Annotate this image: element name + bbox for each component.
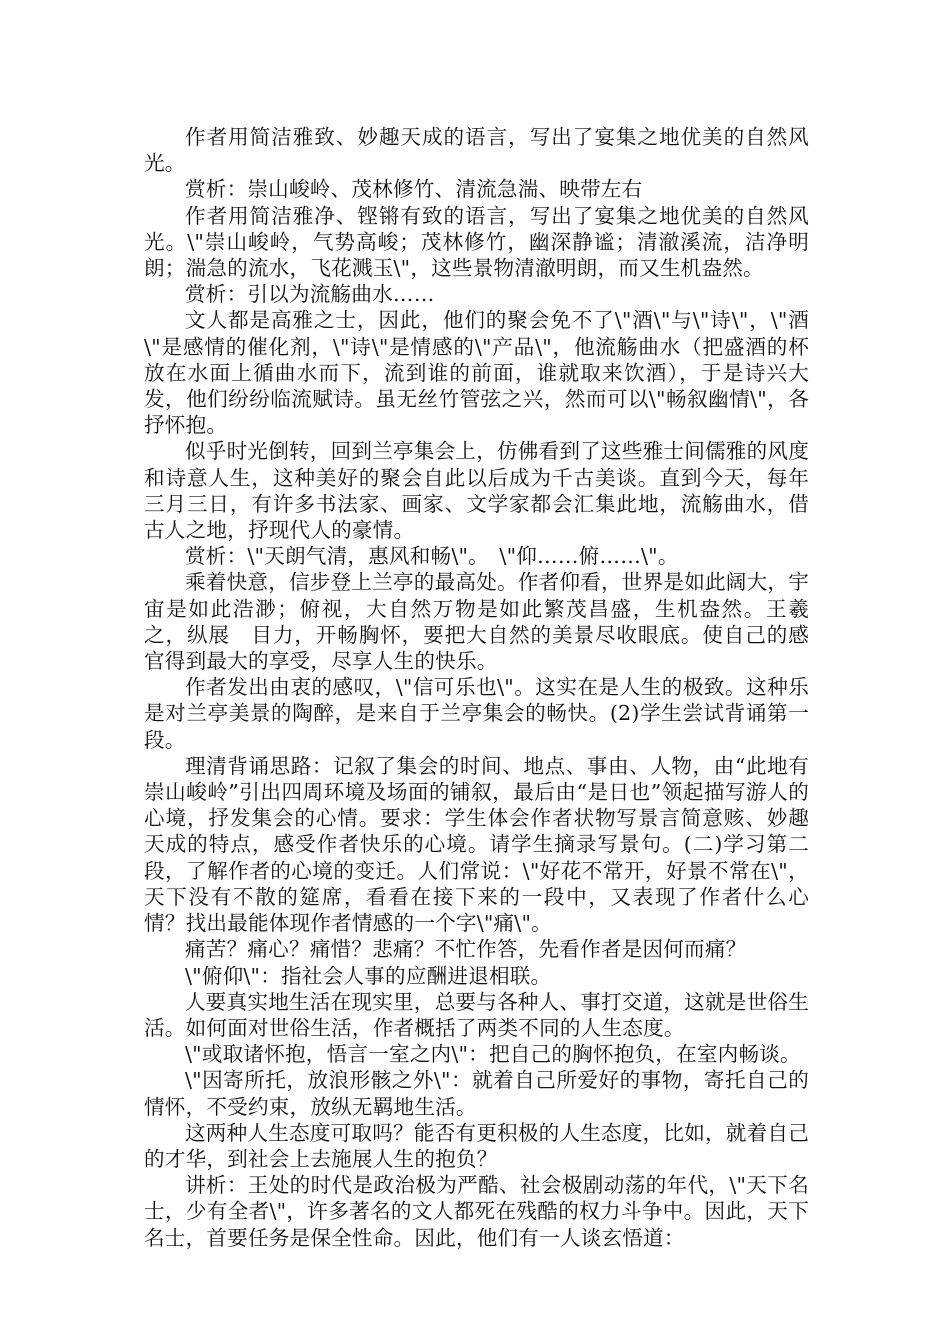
paragraph: 似乎时光倒转，回到兰亭集会上，仿佛看到了这些雅士间儒雅的风度和诗意人生，这种美好的聚会自此以后成为千古美谈。直到今天，每年三月三日，有许多书法家、画家、文学家都会汇集此地，流觞曲水，借古人之地，抒现代人的豪情。 [144,439,809,543]
paragraph: 赏析：引以为流觞曲水…… [185,282,435,307]
paragraph: 讲析：王处的时代是政治极为严酷、社会极剧动荡的年代，\"天下名士，少有全者\"，许多著名的文人都死在残酷的权力斗争中。因此，天下名士，首要任务是保全性命。因此，他们有一人谈玄悟道： [144,1173,809,1250]
paragraph: \"俯仰\"：指社会人事的应酬进退相联。 [185,963,552,988]
paragraph: 作者用简洁雅致、妙趣天成的语言，写出了宴集之地优美的自然风光。 [144,125,809,176]
paragraph: 痛苦？痛心？痛惜？悲痛？不忙作答，先看作者是因何而痛？ [185,937,747,962]
paragraph: 人要真实地生活在现实里，总要与各种人、事打交道，这就是世俗生活。如何面对世俗生活，作者概括了两类不同的人生态度。 [144,989,809,1040]
paragraph: 作者发出由衷的感叹，\"信可乐也\"。这实在是人生的极致。这种乐是对兰亭美景的陶醉，是来自于兰亭集会的畅快。(2)学生尝试背诵第一段。 [144,675,809,752]
paragraph: \"因寄所托，放浪形骸之外\"：就着自己所爱好的事物，寄托自己的情怀，不受约束，放纵无羁地生活。 [144,1068,809,1119]
document-body [144,124,809,1251]
paragraph: \"或取诸怀抱，悟言一室之内\"：把自己的胸怀抱负，在室内畅谈。 [185,1042,801,1067]
paragraph: 乘着快意，信步登上兰亭的最高处。作者仰看，世界是如此阔大，宇宙是如此浩渺；俯视，大自然万物是如此繁茂昌盛，生机盎然。王羲之，纵展 目力，开畅胸怀，要把大自然的美景尽收眼底。使自己的感官得到最大的享受，尽享人生的快乐。 [144,570,809,674]
paragraph: 赏析：崇山峻岭、茂林修竹、清流急湍、映带左右 [185,177,643,202]
paragraph: 作者用简洁雅净、铿锵有致的语言，写出了宴集之地优美的自然风光。\"崇山峻岭，气势高峻；茂林修竹，幽深静谧；清澈溪流，洁净明朗；湍急的流水，飞花溅玉\"，这些景物清澈明朗，而又生机盎然。 [144,203,809,281]
paragraph: 赏析：\"天朗气清，惠风和畅\"。 \"仰……俯……\"。 [185,544,679,569]
paragraph: 文人都是高雅之士，因此，他们的聚会免不了\"酒\"与\"诗\"，\"酒\"是感情的催化剂，\"诗\"是情感的\"产品\"，他流觞曲水（把盛酒的杯放在水面上循曲水而下，流到谁的前面，谁就取来饮酒），于是诗兴大发，他们纷纷临流赋诗。虽无丝竹管弦之兴，然而可以\"畅叙幽情\"，各抒怀抱。 [144,308,809,438]
paragraph: 这两种人生态度可取吗？能否有更积极的人生态度，比如，就着自己的才华，到社会上去施展人生的抱负？ [144,1120,809,1171]
paragraph: 理清背诵思路：记叙了集会的时间、地点、事由、人物，由“此地有崇山峻岭”引出四周环境及场面的铺叙，最后由“是日也”领起描写游人的心境，抒发集会的心情。要求：学生体会作者状物写景言简意赅、妙趣天成的特点，感受作者快乐的心境。请学生摘录写景句。(二)学习第二段，了解作者的心境的变迁。人们常说：\"好花不常开，好景不常在\"，天下没有不散的筵席，看看在接下来的一段中，又表现了作者什么心情？找出最能体现作者情感的一个字\"痛\"。 [144,753,809,936]
